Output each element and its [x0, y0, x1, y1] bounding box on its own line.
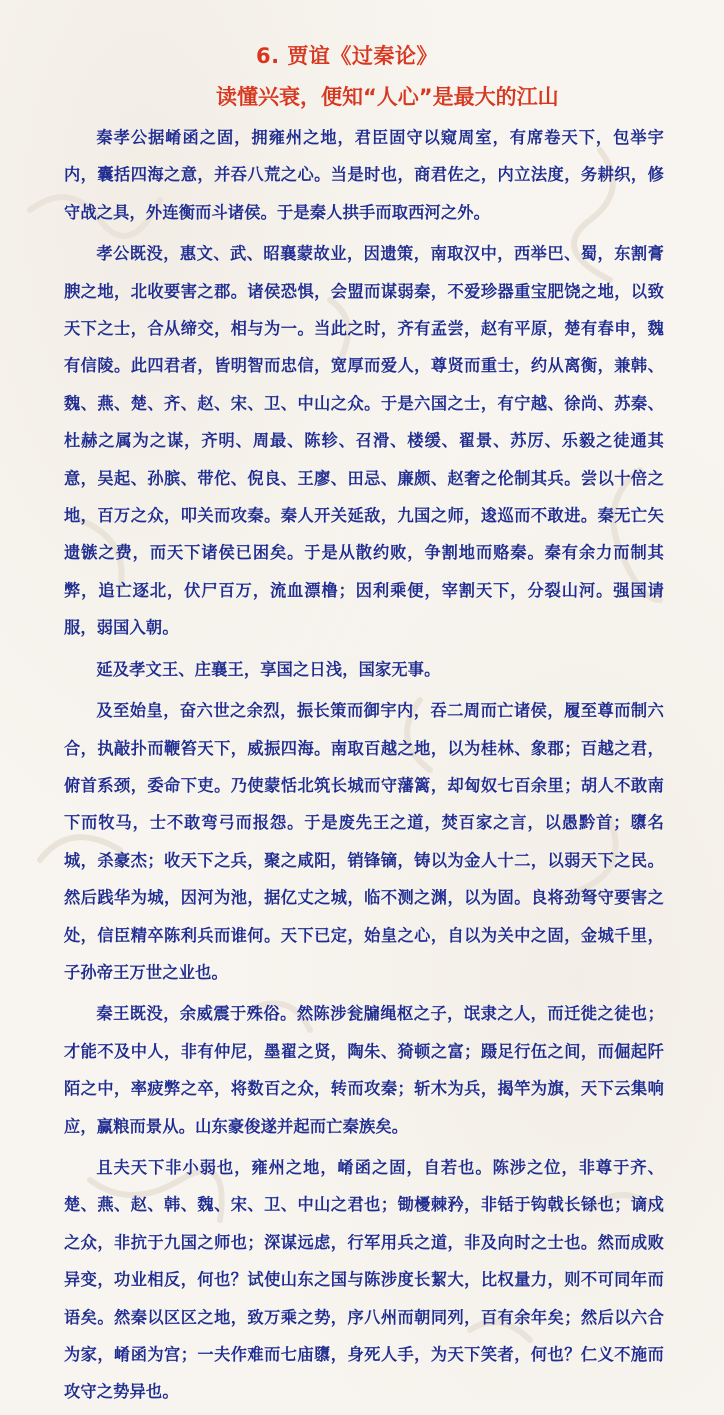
article-title: 6. 贾谊《过秦论》 — [256, 44, 438, 68]
article-subtitle: 读懂兴衰，便知“人心”是最大的江山 — [216, 85, 559, 109]
paragraph-6: 且夫天下非小弱也，雍州之地，崤函之固，自若也。陈涉之位，非尊于齐、楚、燕、赵、韩、魏、宋、卫、中山之君也；锄櫌棘矜，非铦于钩戟长铩也；谪戍之众，非抗于九国之师也；深谋远虑，行军用兵之道，非及向时之士也。然而成败异变，功业相反，何也？试使山东之国与陈涉度长絜大，比权量力，则不可同年而语矣。然秦以区区之地，致万乘之势，序八州而朝同列，百有余年矣；然后以六合为家，崤函为宫；一夫作难而七庙隳，身死人手，为天下笑者，何也？仁义不施而攻守之势异也。 — [64, 1157, 664, 1402]
paragraph-2: 孝公既没，惠文、武、昭襄蒙故业，因遗策，南取汉中，西举巴、蜀，东割膏腴之地，北收要害之郡。诸侯恐惧，会盟而谋弱秦，不爱珍器重宝肥饶之地，以致天下之士，合从缔交，相与为一。当此之时，齐有孟尝，赵有平原，楚有春申，魏有信陵。此四君者，皆明智而忠信，宽厚而爱人，尊贤而重士，约从离衡，兼韩、魏、燕、楚、齐、赵、宋、卫、中山之众。于是六国之士，有宁越、徐尚、苏秦、杜赫之属为之谋，齐明、周最、陈轸、召滑、楼缓、翟景、苏厉、乐毅之徒通其意，吴起、孙膑、带佗、倪良、王廖、田忌、廉颇、赵奢之伦制其兵。尝以十倍之地，百万之众，叩关而攻秦。秦人开关延敌，九国之师，逡巡而不敢进。秦无亡矢遗镞之费，而天下诸侯已困矣。于是从散约败，争割地而赂秦。秦有余力而制其弊，追亡逐北，伏尸百万，流血漂橹；因利乘便，宰割天下，分裂山河。强国请服，弱国入朝。 — [64, 244, 664, 638]
article-body — [64, 119, 664, 1415]
paragraph-3: 延及孝文王、庄襄王，享国之日浅，国家无事。 — [96, 659, 441, 679]
paragraph-4: 及至始皇，奋六世之余烈，振长策而御宇内，吞二周而亡诸侯，履至尊而制六合，执敲扑而鞭笞天下，威振四海。南取百越之地，以为桂林、象郡；百越之君，俯首系颈，委命下吏。乃使蒙恬北筑长城而守藩篱，却匈奴七百余里；胡人不敢南下而牧马，士不敢弯弓而报怨。于是废先王之道，焚百家之言，以愚黔首；隳名城，杀豪杰；收天下之兵，聚之咸阳，销锋镝，铸以为金人十二，以弱天下之民。然后践华为城，因河为池，据亿丈之城，临不测之渊，以为固。良将劲弩守要害之处，信臣精卒陈利兵而谁何。天下已定，始皇之心，自以为关中之固，金城千里，子孙帝王万世之业也。 — [64, 701, 664, 982]
paragraph-5: 秦王既没，余威震于殊俗。然陈涉瓮牖绳枢之子，氓隶之人，而迁徙之徒也；才能不及中人，非有仲尼，墨翟之贤，陶朱、猗顿之富；蹑足行伍之间，而倔起阡陌之中，率疲弊之卒，将数百之众，转而攻秦；斩木为兵，揭竿为旗，天下云集响应，赢粮而景从。山东豪俊遂并起而亡秦族矣。 — [64, 1004, 664, 1136]
paragraph-1: 秦孝公据崤函之固，拥雍州之地，君臣固守以窥周室，有席卷天下，包举宇内，囊括四海之意，并吞八荒之心。当是时也，商君佐之，内立法度，务耕织，修守战之具，外连衡而斗诸侯。于是秦人拱手而取西河之外。 — [64, 128, 664, 222]
